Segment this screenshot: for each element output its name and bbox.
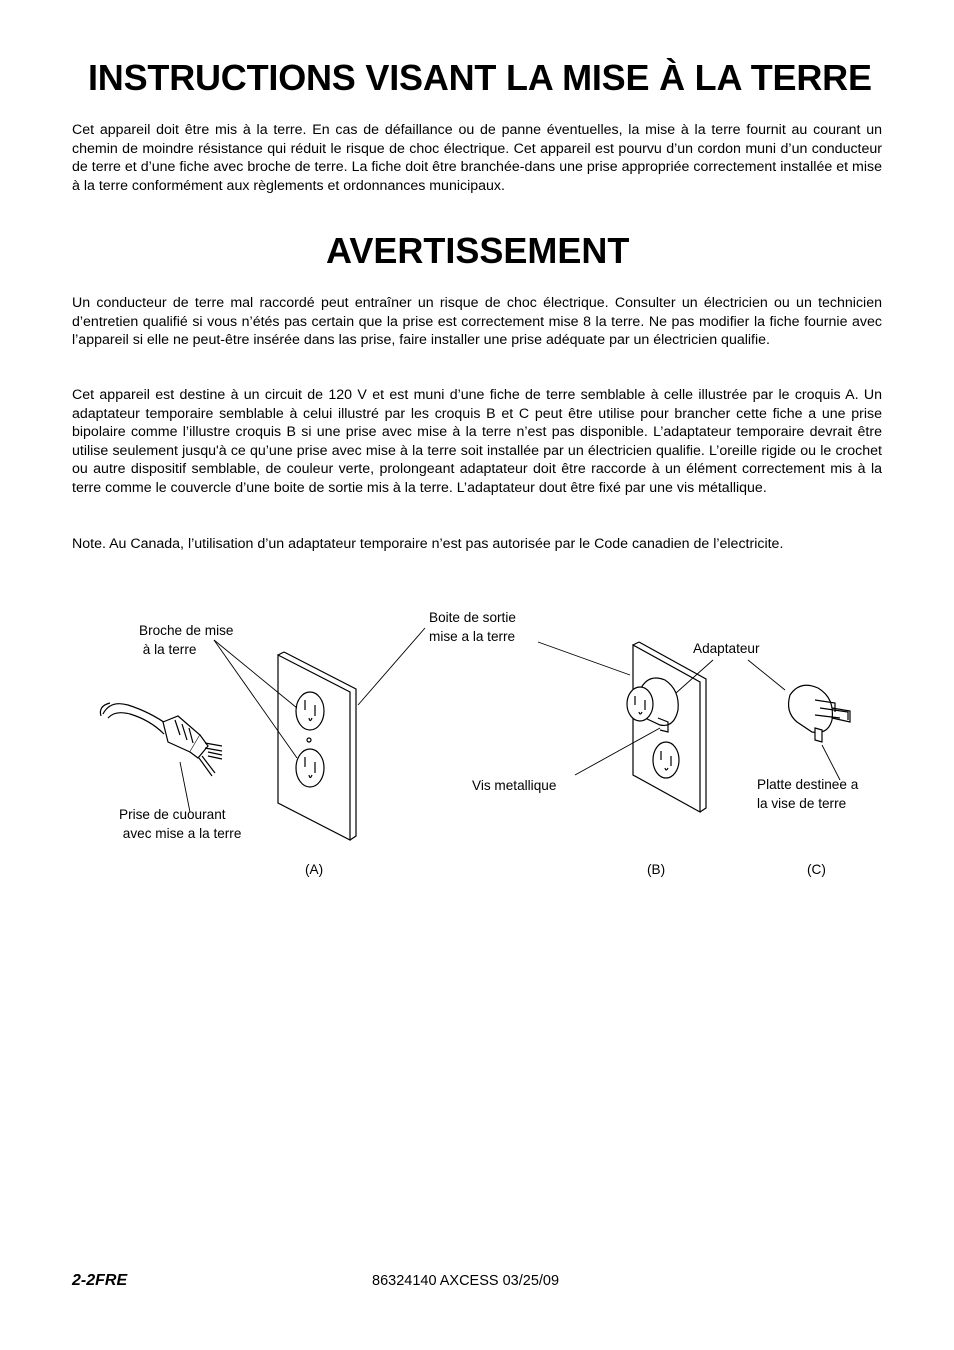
canada-note: Note. Au Canada, l’utilisation d’un adaptateur temporaire n’est pas autorisée par le Code canadien de l’electricite. (72, 536, 784, 552)
ground-tab-label: Platte destinee a la vise de terre (757, 777, 859, 811)
intro-paragraph: Cet appareil doit être mis à la terre. En cas de défaillance ou de panne éventuelles, la mise à la terre fournit au courant un chemin de moindre résistance qui réduit le risque de choc électrique. Cet appareil est pourvu d’un cordon muni d’un conducteur de terre et d’une fiche avec broche de terre. La fiche doit être branchée-dans une prise appropriée correctement installée et mise à la terre conformément aux règlements et ordonnances municipaux. (72, 122, 882, 194)
adapter-illustration (789, 685, 850, 742)
adapter-paragraph: Cet appareil est destine à un circuit de 120 V et est muni d’une fiche de terre semblable à celle illustrée par le croquis A. Un adaptateur temporaire semblable à celui illustré par les croquis B et C peut être utilise pour brancher cette fiche a une prise bipolaire comme l’illustre croquis B si une prise avec mise à la terre n’est pas disponible. L’adaptateur temporaire devrait être utilise seulement jusqu'à ce qu’une prise avec mise à la terre soit installée par un électricien qualifie. L’oreille rigide ou le crochet ou autre dispositif semblable, de couleur verte, prolongeant adaptateur doit être raccorde à un élément correctement mis à la terre comme le couvercle d’une boite de sortie mis à la terre. L’adaptateur dout être fixé par une vis métallique. (72, 387, 882, 496)
document-id: 86324140 AXCESS 03/25/09 (372, 1273, 560, 1289)
adapter-label: Adaptateur (693, 641, 760, 656)
caption-c: (C) (807, 862, 826, 877)
page-number: 2-2FRE (72, 1272, 128, 1289)
metal-screw-label: Vis metallique (472, 778, 557, 793)
caption-a: (A) (305, 862, 324, 877)
adapter-on-outlet-illustration (627, 642, 706, 812)
warning-paragraph: Un conducteur de terre mal raccordé peut entraîner un risque de choc électrique. Consulter un électricien ou un technicien d’entretien qualifié si vous n’étés pas certain que la prise est correctement mise 8 la terre. Ne pas modifier la fiche fournie avec l’appareil si elle ne peut-être insérée dans las prise, faire installer une prise adéquate par un électricien qualifie. (72, 295, 882, 348)
warning-heading: AVERTISSEMENT (326, 230, 630, 271)
caption-b: (B) (647, 862, 666, 877)
grounded-plug-illustration (100, 703, 222, 776)
grounded-outlet-illustration (278, 652, 356, 840)
page-title: INSTRUCTIONS VISANT LA MISE À LA TERRE (88, 57, 872, 98)
outlet-box-label: Boite de sortie mise a la terre (429, 610, 516, 644)
grounding-diagram (0, 590, 954, 890)
plug-label: Prise de cuourant avec mise a la terre (119, 807, 242, 841)
grounding-pin-label: Broche de mise à la terre (139, 623, 234, 657)
